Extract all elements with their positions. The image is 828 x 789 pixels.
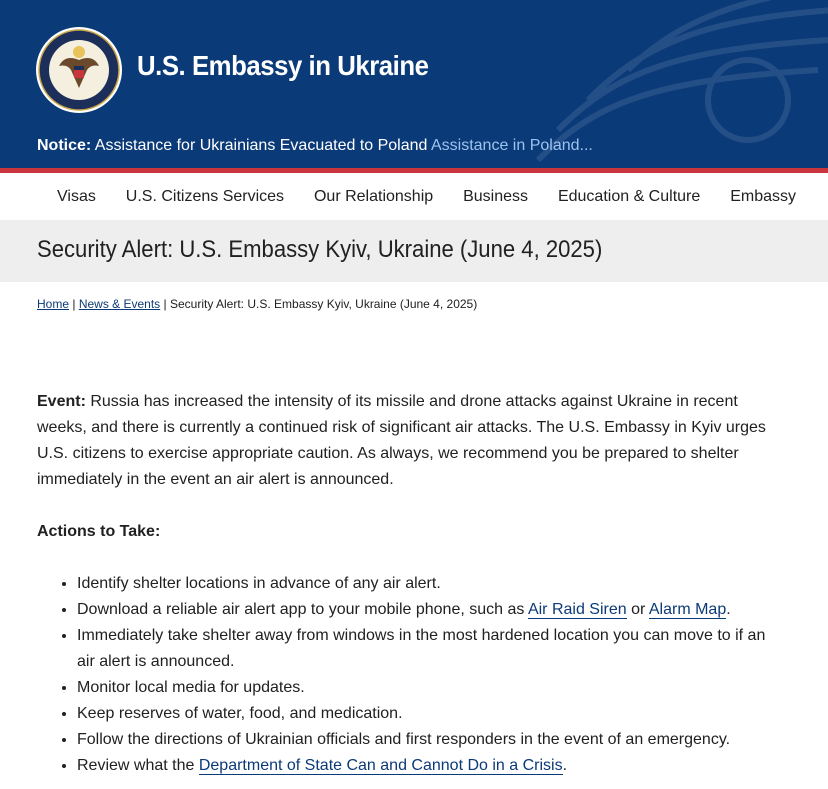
nav-item-visas[interactable]: Visas <box>57 187 96 205</box>
nav-item-our-relationship[interactable]: Our Relationship <box>313 187 434 205</box>
notice-bar <box>37 137 593 155</box>
list-item <box>77 727 777 753</box>
list-item-text: Review what the <box>77 757 199 774</box>
page-title-bar <box>0 220 828 282</box>
main-nav <box>0 173 828 220</box>
page-title: Security Alert: U.S. Embassy Kyiv, Ukraine (June 4, 2025) <box>37 236 603 263</box>
breadcrumb-current: Security Alert: U.S. Embassy Kyiv, Ukraine (June 4, 2025) <box>169 297 478 311</box>
list-item-text: Download a reliable air alert app to your mobile phone, such as <box>77 601 528 618</box>
nav-item-education-culture[interactable]: Education & Culture <box>557 187 701 205</box>
list-item <box>77 597 777 623</box>
list-item <box>77 701 777 727</box>
actions-heading: Actions to Take: <box>37 523 161 540</box>
nav-item-embassy[interactable]: Embassy <box>730 187 796 205</box>
article-body <box>37 389 777 779</box>
event-text: Russia has increased the intensity of its missile and drone attacks against Ukraine in recent weeks, and there is currently a continued risk of significant air attacks. The U.S. Embassy in Kyiv urges U.S. citizens to exercise appropriate caution. As always, we recommend you be prepared to shelter immediately in the event an air alert is announced. <box>37 393 766 488</box>
list-item-text: Identify shelter locations in advance of any air alert. <box>77 575 441 592</box>
breadcrumb-news-events[interactable]: News & Events <box>78 297 161 311</box>
actions-list <box>37 571 777 779</box>
nav-item-business[interactable]: Business <box>463 187 529 205</box>
list-item-text: . <box>562 757 568 774</box>
list-item <box>77 571 777 597</box>
list-item-text: Monitor local media for updates. <box>77 679 305 696</box>
notice-link[interactable]: Assistance in Poland... <box>430 137 593 154</box>
event-label: Event: <box>37 393 86 410</box>
list-item-text: Immediately take shelter away from windows in the most hardened location you can move to if an air alert is announced. <box>77 627 766 670</box>
site-title[interactable]: U.S. Embassy in Ukraine <box>137 50 429 81</box>
list-item <box>77 675 777 701</box>
breadcrumb-home[interactable]: Home <box>37 297 70 311</box>
list-item-text: or <box>626 601 649 618</box>
breadcrumb <box>37 297 477 311</box>
list-item-text: Keep reserves of water, food, and medication. <box>77 705 403 722</box>
list-item <box>77 753 777 779</box>
state-dept-crisis-link[interactable]: Department of State Can and Cannot Do in a Crisis <box>198 757 563 774</box>
notice-label: Notice: <box>37 137 92 154</box>
list-item <box>77 623 777 675</box>
air-raid-siren-link[interactable]: Air Raid Siren <box>527 601 627 618</box>
notice-text: Assistance for Ukrainians Evacuated to Poland <box>94 137 428 154</box>
breadcrumb-separator: | <box>69 297 79 311</box>
nav-item-citizens-services[interactable]: U.S. Citizens Services <box>125 187 285 205</box>
site-header <box>0 0 828 168</box>
alarm-map-link[interactable]: Alarm Map <box>648 601 727 618</box>
event-paragraph <box>37 389 777 493</box>
breadcrumb-separator: | <box>160 297 170 311</box>
list-item-text: . <box>726 601 731 618</box>
list-item-text: Follow the directions of Ukrainian officials and first responders in the event of an emergency. <box>77 731 731 748</box>
embassy-seal-logo[interactable] <box>35 26 123 114</box>
